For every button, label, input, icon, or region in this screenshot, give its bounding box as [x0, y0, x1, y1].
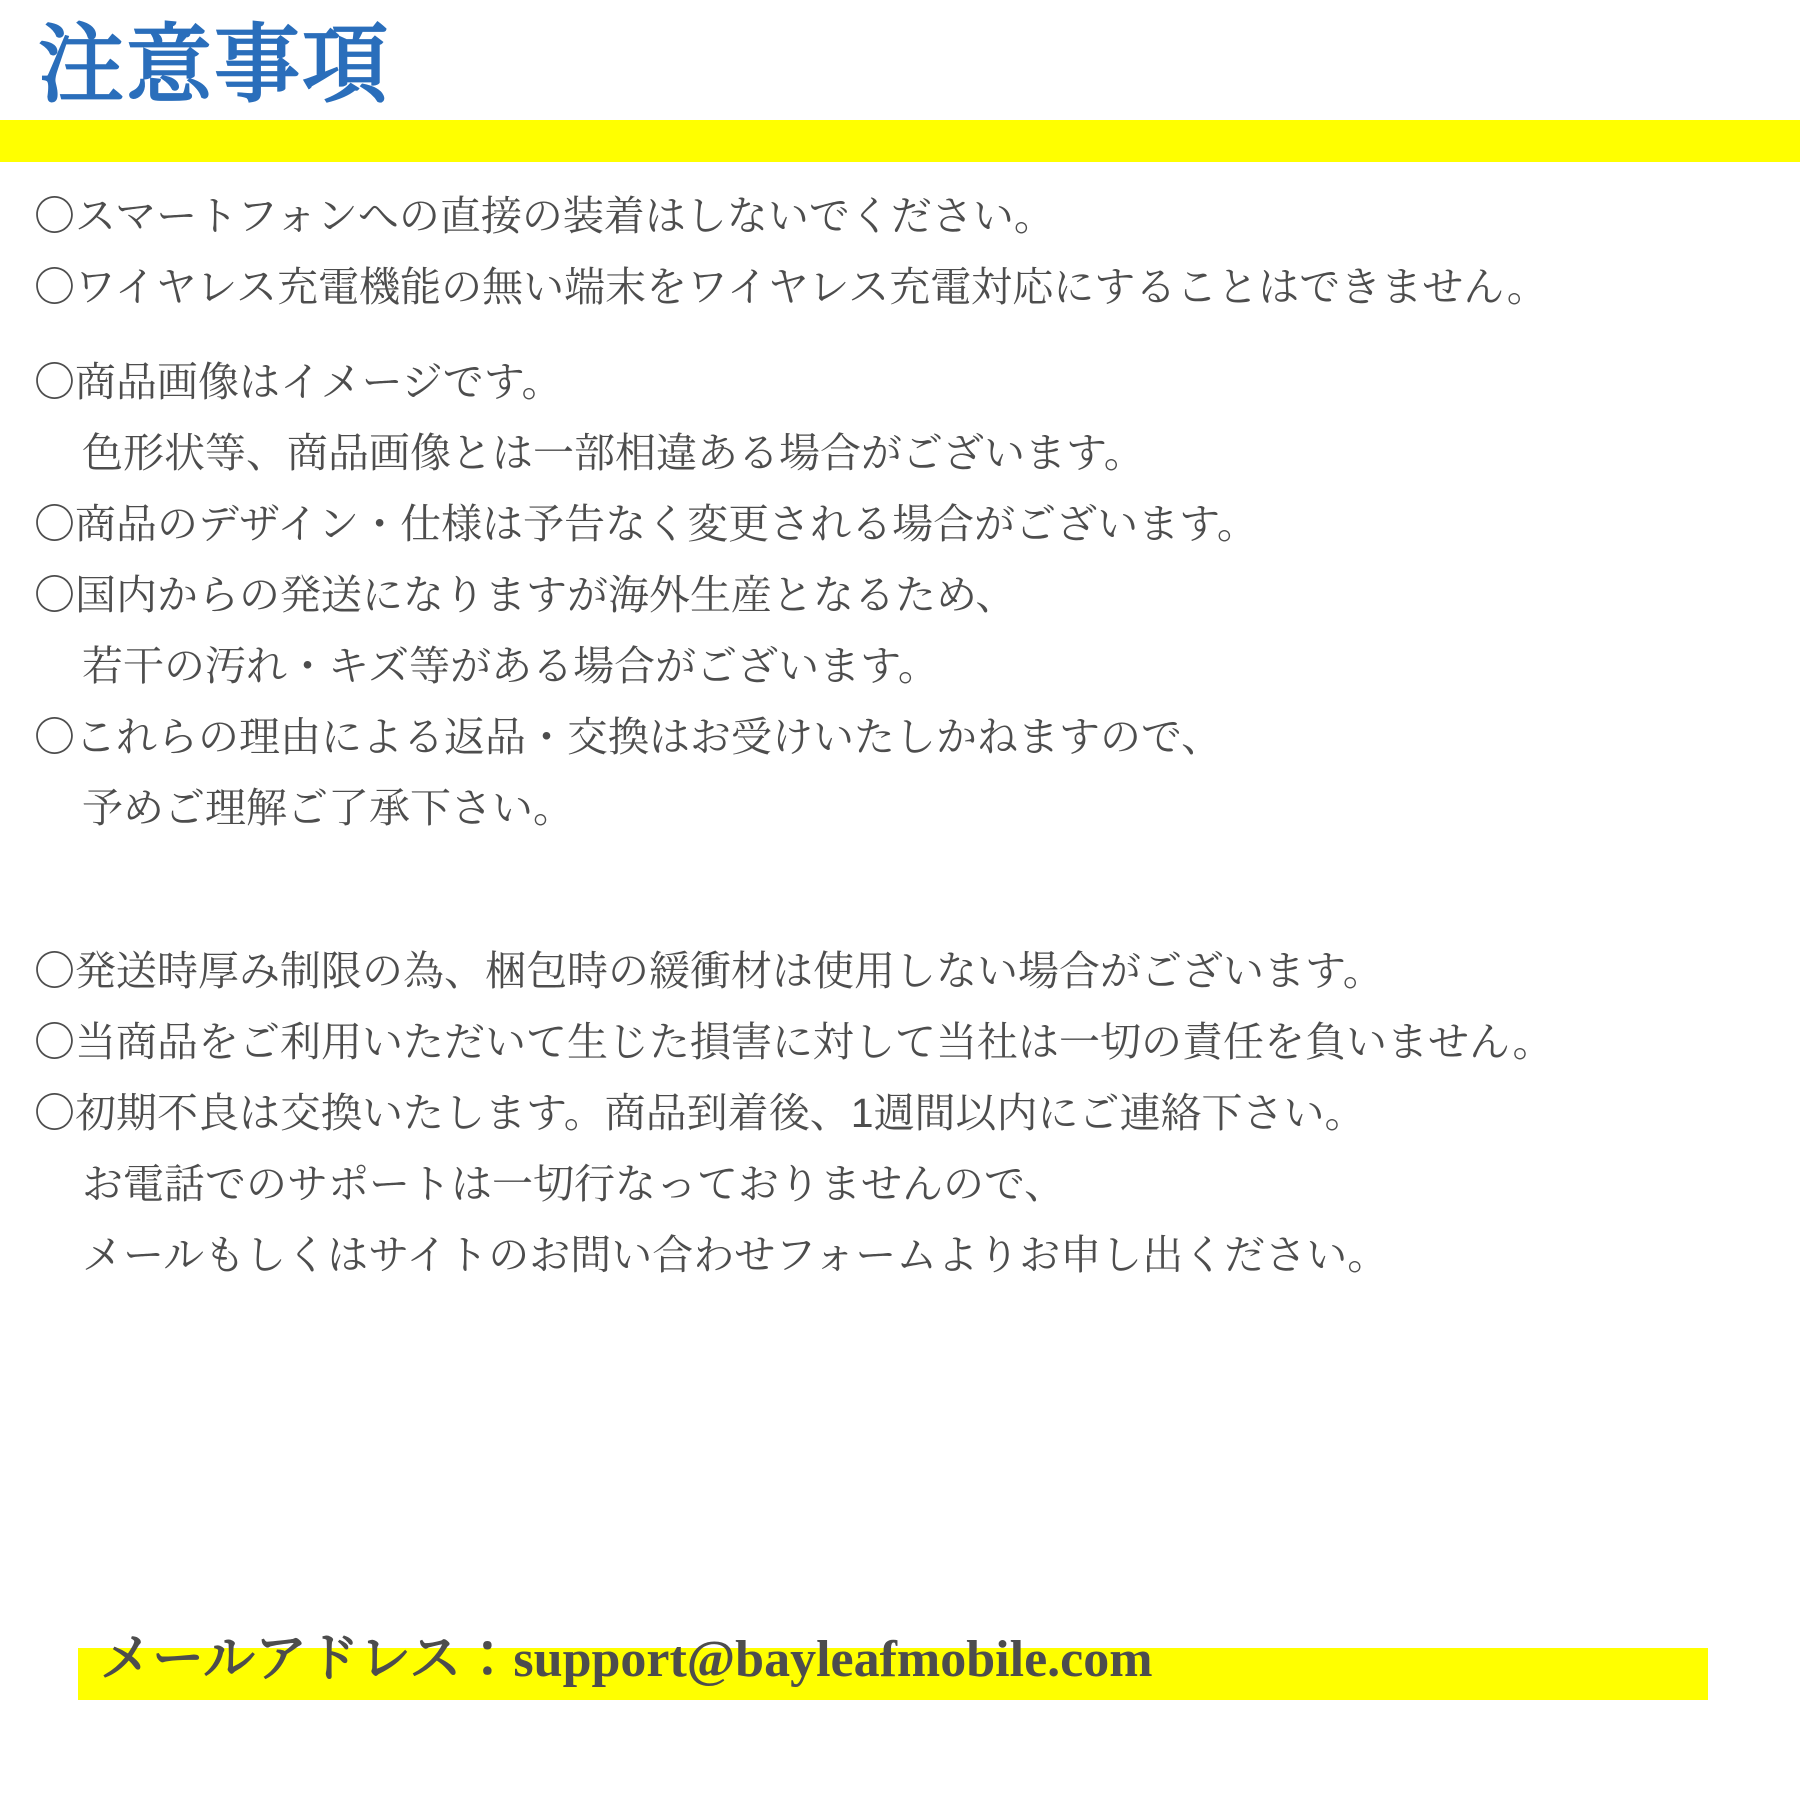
notice-list	[0, 160, 1800, 1276]
email-line	[0, 1630, 1800, 1690]
notice-item: 〇商品画像はイメージです。	[34, 359, 563, 405]
spacer	[34, 859, 1770, 951]
notice-item: 〇国内からの発送になりますが海外生産となるため、	[34, 572, 1017, 618]
notice-item-sub: 若干の汚れ・キズ等がある場合がございます。	[82, 643, 939, 689]
notice-item: 〇スマートフォンへの直接の装着はしないでください。	[34, 193, 1055, 239]
email-footer	[0, 1630, 1800, 1704]
notice-item-sub: 予めご理解ご了承下さい。	[82, 785, 574, 831]
notice-item-sub: 色形状等、商品画像とは一部相違ある場合がございます。	[82, 430, 1145, 476]
notice-item: 〇商品のデザイン・仕様は予告なく変更される場合がございます。	[34, 501, 1258, 547]
page-title: 注意事項	[38, 17, 390, 113]
notice-item: 〇これらの理由による返品・交換はお受けいたしかねますので、	[34, 714, 1223, 760]
email-label: メールアドレス：	[100, 1630, 514, 1688]
email-address[interactable]: support@bayleafmobile.com	[513, 1631, 1153, 1688]
notice-item: 〇ワイヤレス充電機能の無い端末をワイヤレス充電対応にすることはできません。	[34, 264, 1548, 310]
title-highlight-bar	[0, 120, 1800, 162]
page-title-block	[0, 0, 1800, 160]
notice-item: 〇初期不良は交換いたします。商品到着後、1週間以内にご連絡下さい。	[34, 1090, 1366, 1136]
notice-item-sub: メールもしくはサイトのお問い合わせフォームよりお申し出ください。	[82, 1232, 1389, 1278]
notice-item: 〇発送時厚み制限の為、梱包時の緩衝材は使用しない場合がございます。	[34, 948, 1384, 994]
notice-item: 〇当商品をご利用いただいて生じた損害に対して当社は一切の責任を負いません。	[34, 1019, 1554, 1065]
notice-item-sub: お電話でのサポートは一切行なっておりませんので、	[82, 1161, 1066, 1207]
